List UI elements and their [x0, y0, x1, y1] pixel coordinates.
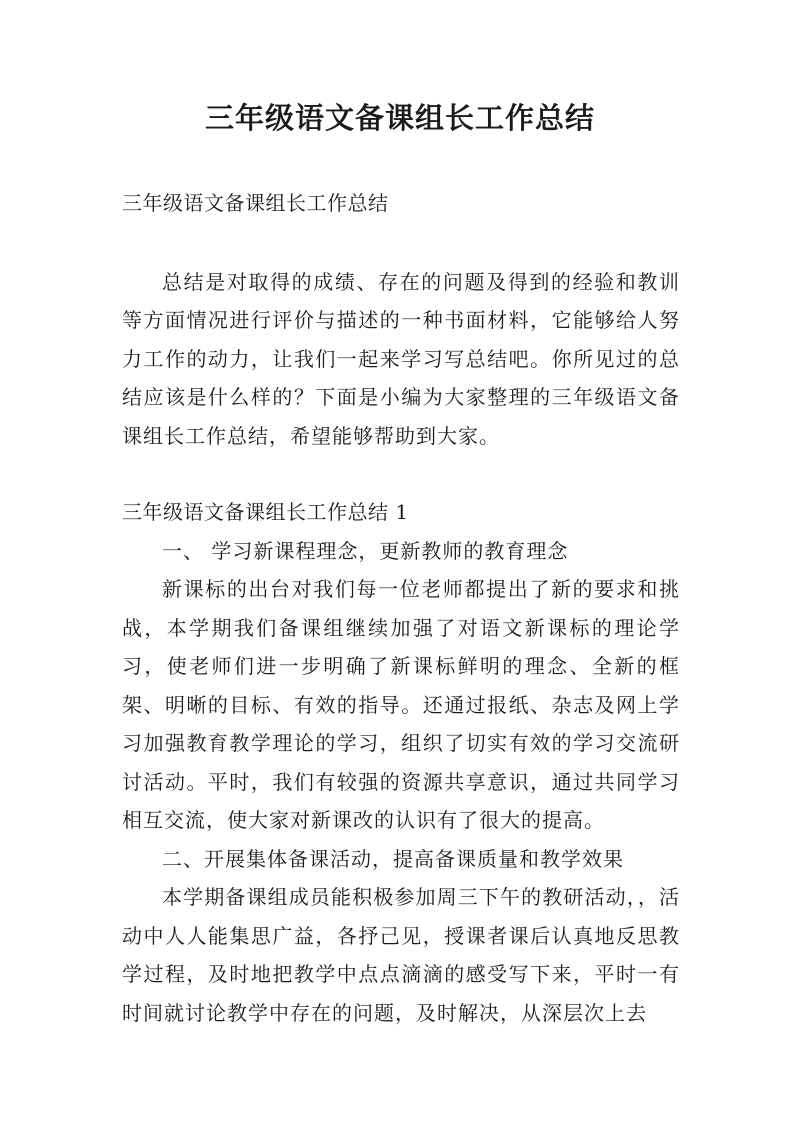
document-body [122, 184, 680, 1032]
spacer [122, 455, 680, 493]
intro-paragraph: 总结是对取得的成绩、存在的问题及得到的经验和教训等方面情况进行评价与描述的一种书面材料，它能够给人努力工作的动力，让我们一起来学习写总结吧。你所见过的总结应该是什么样的？下面是小编为大家整理的三年级语文备课组长工作总结，希望能够帮助到大家。 [122, 269, 680, 448]
item1-paragraph: 新课标的出台对我们每一位老师都提出了新的要求和挑战，本学期我们备课组继续加强了对语文新课标的理论学习，使老师们进一步明确了新课标鲜明的理念、全新的框架、明晰的目标、有效的指导。还通过报纸、杂志及网上学习加强教育教学理论的学习，组织了切实有效的学习交流研讨活动。平时，我们有较强的资源共享意识，通过共同学习相互交流，使大家对新课改的认识有了很大的提高。 [122, 577, 680, 832]
document-title: 三年级语文备课组长工作总结 [204, 101, 595, 135]
document-subtitle: 三年级语文备课组长工作总结 [122, 191, 389, 215]
section-heading: 三年级语文备课组长工作总结 1 [122, 500, 409, 524]
item2-heading: 二、开展集体备课活动，提高备课质量和教学效果 [162, 846, 624, 871]
spacer [122, 223, 680, 263]
item2-paragraph: 本学期备课组成员能积极参加周三下午的教研活动，，活动中人人能集思广益，各抒己见，授课者课后认真地反思教学过程，及时地把教学中点点滴滴的感受写下来，平时一有时间就讨论教学中存在的问题，及时解决，从深层次上去 [122, 885, 680, 1025]
item1-heading: 一、 学习新课程理念，更新教师的教育理念 [162, 538, 569, 563]
